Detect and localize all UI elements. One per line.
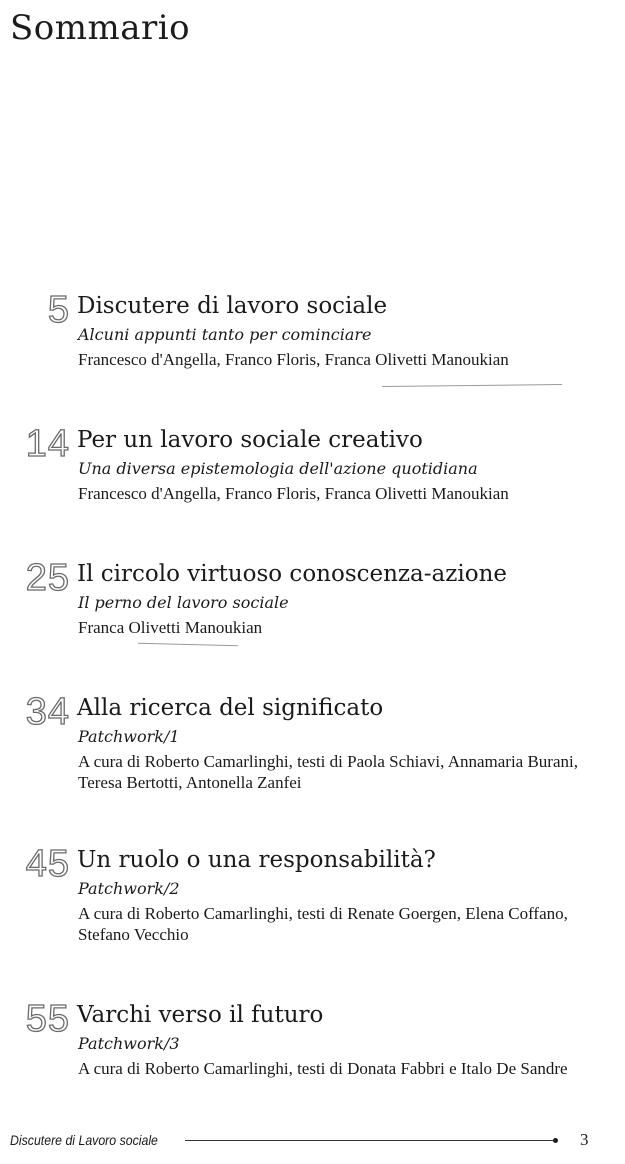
pen-underline-mark [138, 643, 238, 647]
entry-page-number: 34 [25, 691, 70, 733]
entry-page-number: 45 [25, 843, 70, 885]
entry-subtitle: Alcuni appunti tanto per cominciare [78, 325, 372, 344]
entry-subtitle: Il perno del lavoro sociale [78, 593, 289, 612]
entry-subtitle: Una diversa epistemologia dell'azione quotidiana [78, 459, 478, 478]
entry-authors: A cura di Roberto Camarlinghi, testi di Renate Goergen, Elena Coffano, Stefano Vecchio [78, 904, 568, 944]
entry-subtitle: Patchwork/1 [78, 727, 180, 746]
entry-title: Alla ricerca del significato [77, 695, 384, 721]
entry-page-number: 25 [25, 557, 70, 599]
entry-title: Il circolo virtuoso conoscenza-azione [77, 561, 507, 587]
entry-title: Per un lavoro sociale creativo [77, 427, 423, 453]
pen-underline-mark [382, 384, 562, 387]
entry-authors: Francesco d'Angella, Franco Floris, Franca Olivetti Manoukian [78, 484, 509, 503]
entry-authors: A cura di Roberto Camarlinghi, testi di Donata Fabbri e Italo De Sandre [78, 1059, 568, 1078]
footer-page-number: 3 [580, 1130, 589, 1149]
page-footer [10, 1130, 610, 1152]
footer-rule [185, 1140, 553, 1141]
entry-title: Varchi verso il futuro [77, 1002, 324, 1028]
entry-authors: Franca Olivetti Manoukian [78, 618, 263, 637]
entry-authors: Francesco d'Angella, Franco Floris, Franca Olivetti Manoukian [78, 350, 509, 369]
entry-subtitle: Patchwork/2 [78, 879, 180, 898]
entry-page-number: 14 [25, 423, 70, 465]
entry-page-number: 55 [25, 998, 70, 1040]
entry-title: Un ruolo o una responsabilità? [77, 847, 436, 873]
entry-subtitle: Patchwork/3 [78, 1034, 180, 1053]
footer-running-title: Discutere di Lavoro sociale [10, 1132, 158, 1148]
page-title: Sommario [10, 8, 191, 48]
footer-bullet-icon [553, 1138, 558, 1143]
entry-page-number: 5 [47, 289, 70, 331]
entry-authors: A cura di Roberto Camarlinghi, testi di Paola Schiavi, Annamaria Burani, Teresa Bertotti, Antonella Zanfei [78, 752, 578, 792]
entry-title: Discutere di lavoro sociale [77, 293, 388, 319]
